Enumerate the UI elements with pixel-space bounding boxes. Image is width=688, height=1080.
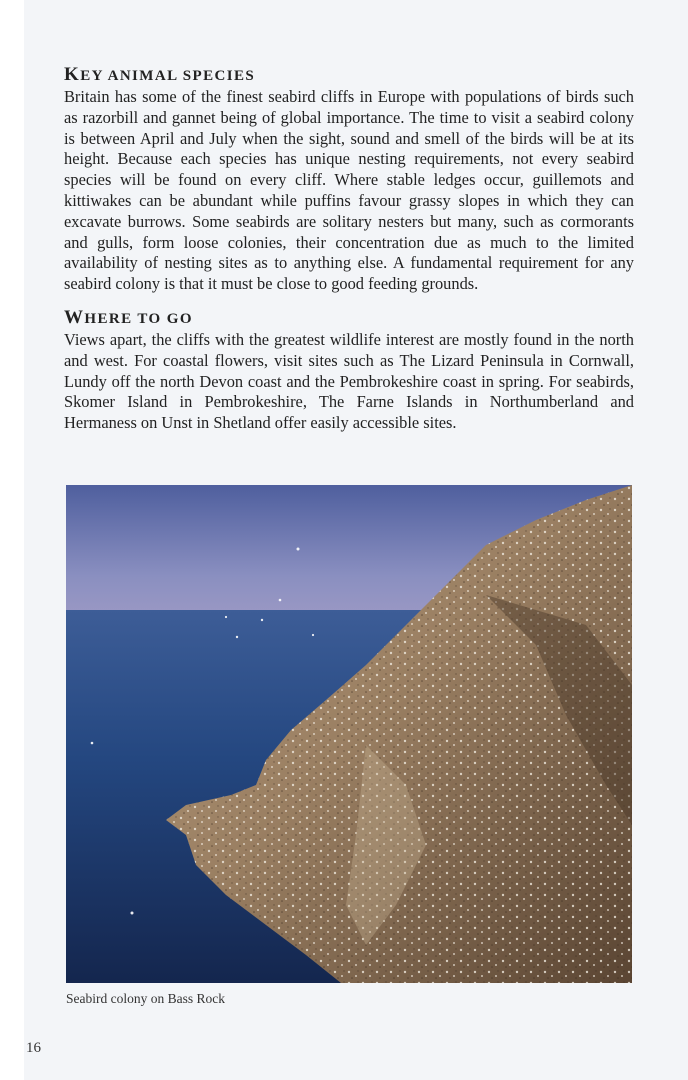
- section-body: Views apart, the cliffs with the greatest wildlife interest are mostly found in the north and west. For coastal flowers, visit sites such as The Lizard Peninsula in Cornwall, Lundy off the north Devon coast and the Pembrokeshire coast in spring. For seabirds, Skomer Island in Pembrokeshire, The Farne Islands in Northumberland and Hermaness on Unst in Shetland offer easily accessible sites.: [64, 329, 634, 433]
- bass-rock-photo: [66, 485, 632, 983]
- article-content: [64, 64, 634, 434]
- section-heading: KEY ANIMAL SPECIES: [64, 64, 256, 85]
- section-body: Britain has some of the finest seabird cliffs in Europe with populations of birds such as razorbill and gannet being of global importance. The time to visit a seabird colony is between April and July when the sight, sound and smell of the birds will be at its height. Because each species has unique nesting requirements, not every seabird species will be found on every cliff. Where stable ledges occur, guillemots and kittiwakes can be abundant while puffins favour grassy slopes in which they can excavate burrows. Some seabirds are solitary nesters but many, such as cormorants and gulls, form loose colonies, their concentration due as much to the limited availability of nesting sites as to anything else. A fundamental requirement for any seabird colony is that it must be close to good feeding grounds.: [64, 87, 634, 294]
- section-where-to-go: [64, 307, 634, 434]
- photo-caption: Seabird colony on Bass Rock: [66, 991, 225, 1006]
- section-key-animal-species: [64, 64, 634, 295]
- seabird-cliff-image: [66, 485, 632, 983]
- page-number: 16: [26, 1040, 41, 1056]
- section-heading: WHERE TO GO: [64, 306, 193, 328]
